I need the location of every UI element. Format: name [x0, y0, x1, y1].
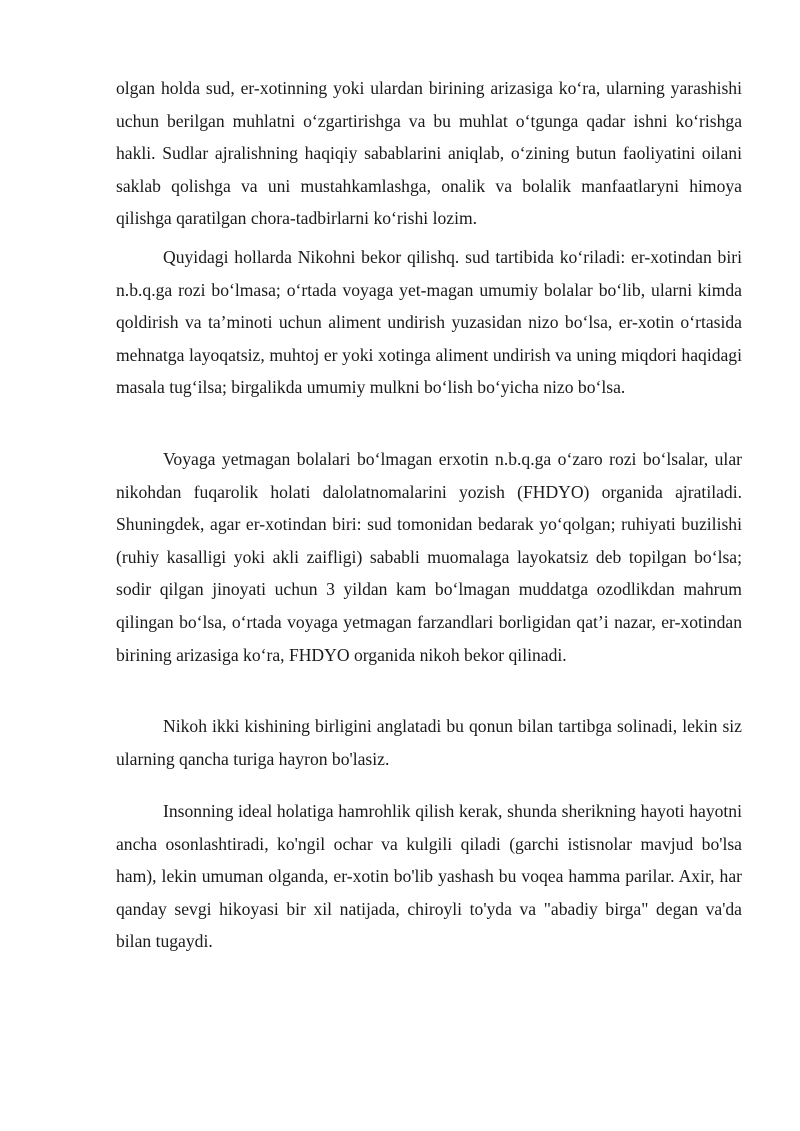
paragraph-registry-divorce: Voyaga yetmagan bolalari bo‘lmagan erxotin n.b.q.ga o‘zaro rozi bo‘lsalar, ular nikohdan fuqarolik holati dalolatnomalarini yozish (FHDYO) organida ajratiladi. Shuningdek, agar er-xotindan biri: sud tomonidan bedarak yo‘qolgan; ruhiyati buzilishi (ruhiy kasalligi yoki akli zaifligi) sababli muomalaga layokatsiz deb topilgan bo‘lsa; sodir qilgan jinoyati uchun 3 yildan kam bo‘lmagan muddatga ozodlikdan mahrum qilingan bo‘lsa, o‘rtada voyaga yetmagan farzandlari borligidan qat’i nazar, er-xotindan birining arizasiga ko‘ra, FHDYO organida nikoh bekor qilinadi.: [116, 449, 742, 665]
paragraph-ideal-partnership: Insonning ideal holatiga hamrohlik qilish kerak, shunda sherikning hayoti hayotni ancha osonlashtiradi, ko'ngil ochar va kulgili qiladi (garchi istisnolar mavjud bo'lsa ham), lekin umuman olganda, er-xotin bo'lib yashash bu voqea hamma parilar. Axir, har qanday sevgi hikoyasi bir xil natijada, chiroyli to'yda va "abadiy birga" degan va'da bilan tugaydi.: [116, 801, 742, 952]
paragraph-continuation: olgan holda sud, er-xotinning yoki ulardan birining arizasiga ko‘ra, ularning yarashishi uchun berilgan muhlatni o‘zgartirishga va bu muhlat o‘tgunga qadar ishni ko‘rishga hakli. Sudlar ajralishning haqiqiy sabablarini aniqlab, o‘zining butun faoliyatini oilani saklab qolishga va uni mustahkamlashga, onalik va bolalik manfaatlaryni himoya qilishga qaratilgan chora-tadbirlarni ko‘rishi lozim.: [116, 78, 742, 229]
paragraph-court-divorce-cases: Quyidagi hollarda Nikohni bekor qilishq. sud tartibida ko‘riladi: er-xotindan biri n.b.q.ga rozi bo‘lmasa; o‘rtada voyaga yet-magan umumiy bolalar bo‘lib, ularni kimda qoldirish va ta’minoti uchun aliment undirish yuzasidan nizo bo‘lsa, er-xotin o‘rtasida mehnatga layoqatsiz, muhtoj er yoki xotinga aliment undirish va uning miqdori haqidagi masala tug‘ilsa; birgalikda umumiy mulkni bo‘lish bo‘yicha nizo bo‘lsa.: [116, 247, 742, 398]
paragraph-marriage-definition: Nikoh ikki kishining birligini anglatadi bu qonun bilan tartibga solinadi, lekin siz ularning qancha turiga hayron bo'lasiz.: [116, 716, 742, 769]
